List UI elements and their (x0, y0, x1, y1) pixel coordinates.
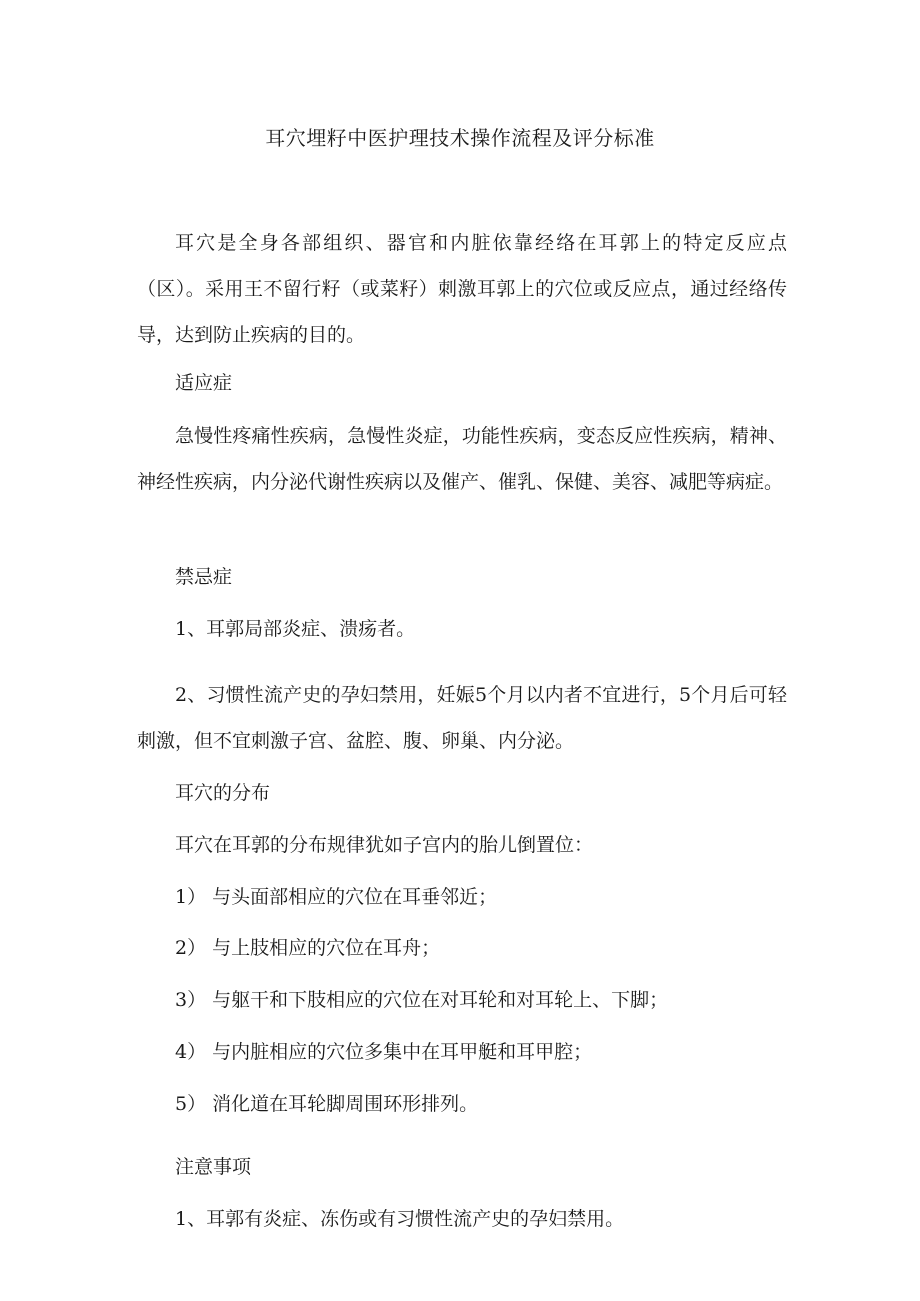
contraindications-heading: 禁忌症 (175, 566, 233, 588)
precaution-item: 1、耳郭有炎症、冻伤或有习惯性流产史的孕妇禁用。 (175, 1208, 625, 1230)
distribution-heading: 耳穴的分布 (175, 782, 271, 804)
distribution-item: 1） 与头面部相应的穴位在耳垂邻近； (175, 886, 498, 908)
distribution-item: 5） 消化道在耳轮脚周围环形排列。 (175, 1093, 479, 1115)
distribution-item: 3） 与躯干和下肢相应的穴位在对耳轮和对耳轮上、下脚； (175, 989, 669, 1011)
distribution-item: 4） 与内脏相应的穴位多集中在耳甲艇和耳甲腔； (175, 1041, 593, 1063)
indications-paragraph: 急慢性疼痛性疾病，急慢性炎症，功能性疾病，变态反应性疾病，精神、神经性疾病，内分泌代谢性疾病以及催产、催乳、保健、美容、减肥等病症。 (137, 425, 787, 493)
document-title: 耳穴埋籽中医护理技术操作流程及评分标准 (265, 126, 655, 150)
contraindication-item: 2、习惯性流产史的孕妇禁用，妊娠5个月以内者不宜进行，5个月后可轻刺激，但不宜刺激子宫、盆腔、腹、卵巢、内分泌。 (137, 684, 787, 752)
distribution-intro: 耳穴在耳郭的分布规律犹如子宫内的胎儿倒置位： (175, 834, 594, 856)
intro-paragraph: 耳穴是全身各部组织、器官和内脏依靠经络在耳郭上的特定反应点（区）。采用王不留行籽（或菜籽）刺激耳郭上的穴位或反应点，通过经络传导，达到防止疾病的目的。 (137, 232, 787, 346)
distribution-item: 2） 与上肢相应的穴位在耳舟； (175, 937, 441, 959)
precautions-heading: 注意事项 (175, 1156, 252, 1178)
contraindication-item: 1、耳郭局部炎症、溃疡者。 (175, 618, 416, 640)
indications-heading: 适应症 (175, 372, 233, 394)
